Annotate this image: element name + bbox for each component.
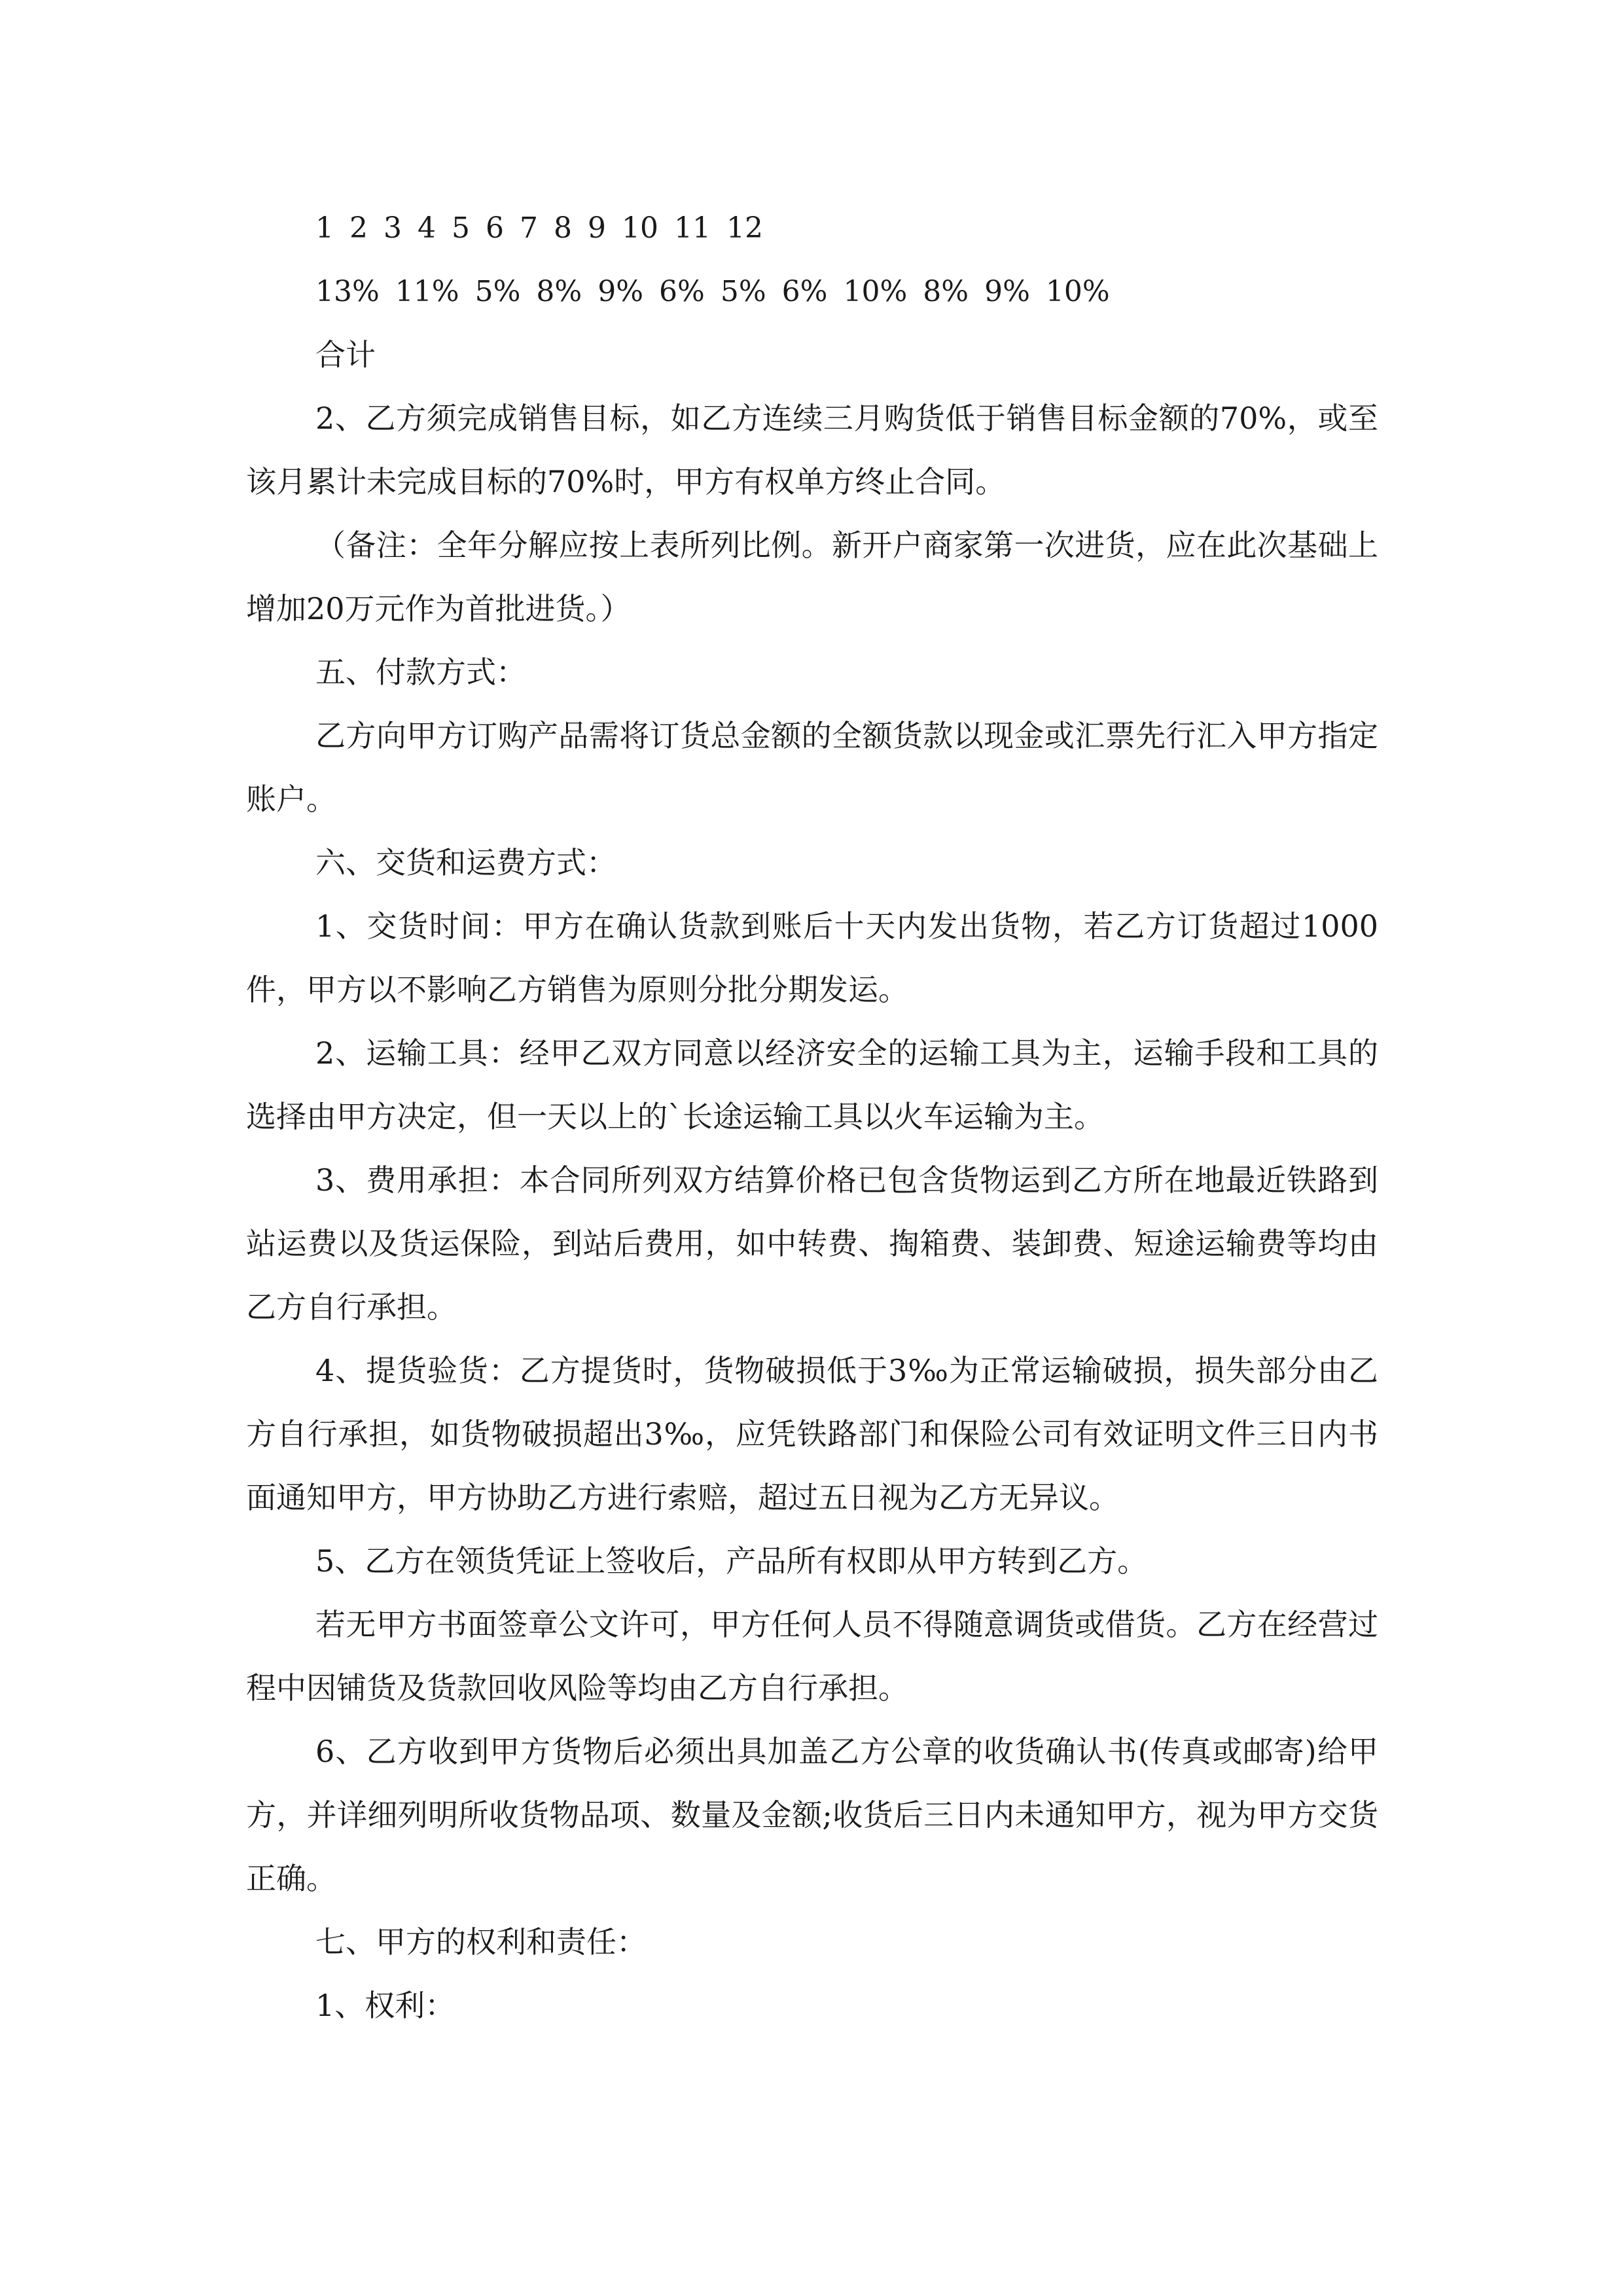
month-cell: 4 (418, 211, 436, 245)
ratio-cell: 5% (720, 275, 766, 308)
document-page (246, 196, 1378, 2037)
month-row (246, 196, 1378, 260)
month-cell: 9 (588, 211, 606, 245)
month-cell: 6 (486, 211, 504, 245)
ratio-cell: 9% (984, 275, 1030, 308)
month-cell: 1 (315, 211, 334, 245)
month-cell: 3 (383, 211, 402, 245)
month-cell: 8 (554, 211, 572, 245)
heading-delivery: 六、交货和运费方式： (315, 845, 616, 880)
paragraph-sales-target: 2、乙方须完成销售目标，如乙方连续三月购货低于销售目标金额的70%，或至该月累计未完成目标的70%时，甲方有权单方终止合同。 (246, 401, 1378, 499)
paragraph-note: （备注：全年分解应按上表所列比例。新开户商家第一次进货，应在此次基础上增加20万元作为首批进货。） (246, 528, 1378, 626)
paragraph-no-permission: 若无甲方书面签章公文许可，甲方任何人员不得随意调货或借货。乙方在经营过程中因铺货及货款回收风险等均由乙方自行承担。 (246, 1607, 1378, 1706)
ratio-row (246, 260, 1378, 323)
ratio-cell: 6% (659, 275, 705, 308)
month-cell: 10 (622, 211, 658, 245)
ratio-cell: 13% (315, 275, 380, 308)
paragraph-ownership: 5、乙方在领货凭证上签收后，产品所有权即从甲方转到乙方。 (315, 1543, 1148, 1579)
month-cell: 7 (520, 211, 538, 245)
heading-rights-1: 1、权利： (315, 1988, 455, 2023)
month-cell: 2 (349, 211, 368, 245)
month-cell: 12 (726, 211, 763, 245)
paragraph-inspection: 4、提货验货：乙方提货时，货物破损低于3‰为正常运输破损，损失部分由乙方自行承担，如货物破损超出3‰，应凭铁路部门和保险公司有效证明文件三日内书面通知甲方，甲方协助乙方进行索赔，超过五日视为乙方无异议。 (246, 1353, 1378, 1515)
ratio-cell: 6% (781, 275, 828, 308)
ratio-cell: 5% (474, 275, 521, 308)
ratio-cell: 11% (395, 275, 459, 308)
ratio-cell: 8% (536, 275, 582, 308)
heading-payment: 五、付款方式： (315, 655, 526, 690)
paragraph-delivery-time: 1、交货时间：甲方在确认货款到账后十天内发出货物，若乙方订货超过1000件，甲方以不影响乙方销售为原则分批分期发运。 (246, 908, 1378, 1007)
total-label: 合计 (315, 337, 376, 372)
ratio-cell: 8% (923, 275, 969, 308)
paragraph-receipt: 6、乙方收到甲方货物后必须出具加盖乙方公章的收货确认书(传真或邮寄)给甲方，并详细列明所收货物品项、数量及金额;收货后三日内未通知甲方，视为甲方交货正确。 (246, 1734, 1378, 1896)
ratio-cell: 10% (843, 275, 908, 308)
ratio-cell: 9% (597, 275, 644, 308)
paragraph-payment: 乙方向甲方订购产品需将订货总金额的全额货款以现金或汇票先行汇入甲方指定账户。 (246, 718, 1378, 817)
month-cell: 11 (674, 211, 711, 245)
ratio-cell: 10% (1045, 275, 1110, 308)
paragraph-cost: 3、费用承担：本合同所列双方结算价格已包含货物运到乙方所在地最近铁路到站运费以及货运保险，到站后费用，如中转费、掏箱费、装卸费、短途运输费等均由乙方自行承担。 (246, 1162, 1378, 1325)
month-cell: 5 (452, 211, 470, 245)
heading-rights: 七、甲方的权利和责任： (315, 1924, 647, 1960)
paragraph-transport: 2、运输工具：经甲乙双方同意以经济安全的运输工具为主，运输手段和工具的选择由甲方决定，但一天以上的`长途运输工具以火车运输为主。 (246, 1035, 1378, 1134)
